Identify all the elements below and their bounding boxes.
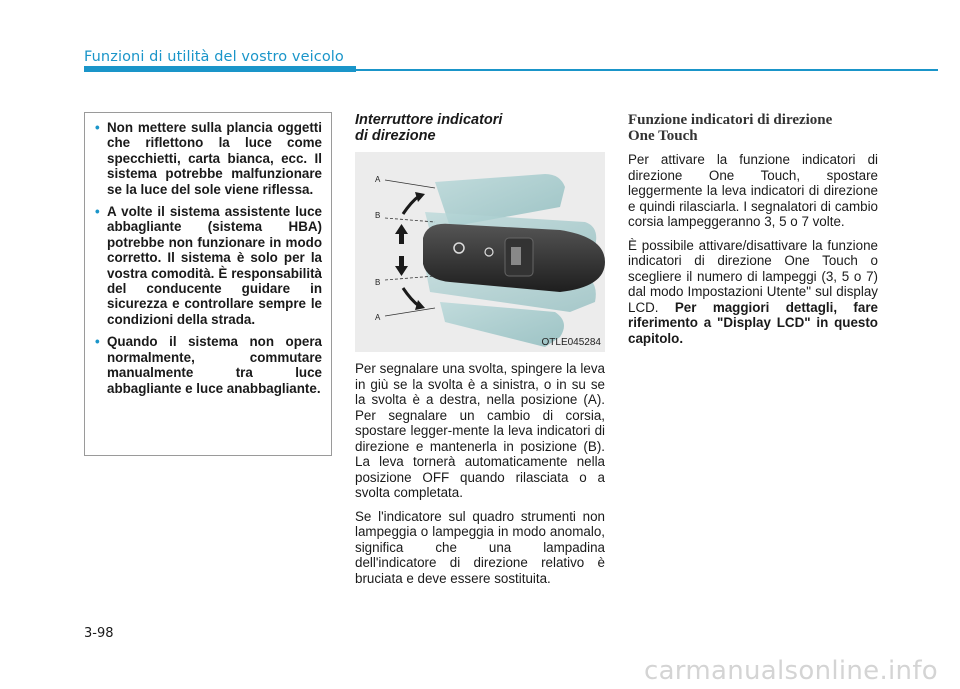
turn-signal-title: Interruttore indicatori di direzione — [355, 112, 503, 144]
one-touch-paragraph-1: Per attivare la funzione indicatori di direzione One Touch, spostare leggermente la leva indicatori di direzione e quindi rilasciarla. I segnalatori di cambio corsia lampeggeranno 3, 5 o 7 volte. — [628, 152, 878, 229]
label-b-bottom: B — [375, 278, 381, 287]
warning-list — [95, 120, 322, 396]
warning-item: • A volte il sistema assistente luce abbagliante (sistema HBA) potrebbe non funzionare in modo corretto. Il sistema è solo per la vostra comodità. È responsabilità del conducente guidare in sicurezza e controllare sempre le condizioni della strada. — [95, 204, 322, 327]
header-rule-thick — [84, 66, 356, 72]
section-header-title: Funzioni di utilità del vostro veicolo — [84, 49, 344, 65]
turn-signal-paragraph-2: Se l'indicatore sul quadro strumenti non lampeggia o lampeggia in modo anomalo, significa che una lampadina dell'indicatore di direzione relativo è bruciata e deve essere sostituita. — [355, 508, 605, 586]
watermark: carmanualsonline.info — [643, 656, 938, 686]
label-a-top: A — [375, 175, 381, 184]
one-touch-paragraph-2: È possibile attivare/disattivare la funzione indicatori di direzione One Touch o scegliere il numero di lampeggi (3, 5 o 7) dal modo Impostazioni Utente" sul display LCD. Per maggiori dettagli, fare riferimento a "Display LCD" in questo capitolo. — [628, 237, 878, 346]
warning-item: • Quando il sistema non opera normalmente, commutare manualmente tra luce abbagliante e luce anabbagliante. — [95, 334, 322, 396]
label-b-top: B — [375, 211, 381, 220]
lever-illustration — [355, 152, 605, 352]
header-rule-thin — [356, 69, 938, 71]
reference-note: Per maggiori dettagli, fare riferimento a "Display LCD" in questo capitolo. — [628, 299, 878, 346]
turn-signal-lever-figure — [355, 152, 605, 352]
label-a-bottom: A — [375, 313, 381, 322]
page-number: 3-98 — [84, 626, 114, 641]
bullet-icon: • — [95, 204, 100, 220]
turn-signal-section — [355, 112, 605, 594]
bullet-icon: • — [95, 334, 100, 350]
one-touch-title: Funzione indicatori di direzione One Touch — [628, 112, 833, 144]
warning-item: • Non mettere sulla plancia oggetti che riflettono la luce come specchietti, carta bianca, ecc. Il sistema potrebbe malfunzionare se la luce del sole viene riflessa. — [95, 120, 322, 197]
warning-box — [84, 112, 332, 456]
one-touch-section — [628, 112, 878, 354]
turn-signal-paragraph-1: Per segnalare una svolta, spingere la leva in giù se la svolta è a sinistra, o in su se la svolta è a destra, nella posizione (A). Per segnalare un cambio di corsia, spostare legger-mente la leva indicatori di direzione e mantenerla in posizione (B). La leva tornerà automaticamente nella posizione OFF quando rilasciata o a svolta completata. — [355, 361, 605, 500]
figure-code: OTLE045284 — [541, 337, 601, 348]
bullet-icon: • — [95, 120, 100, 135]
